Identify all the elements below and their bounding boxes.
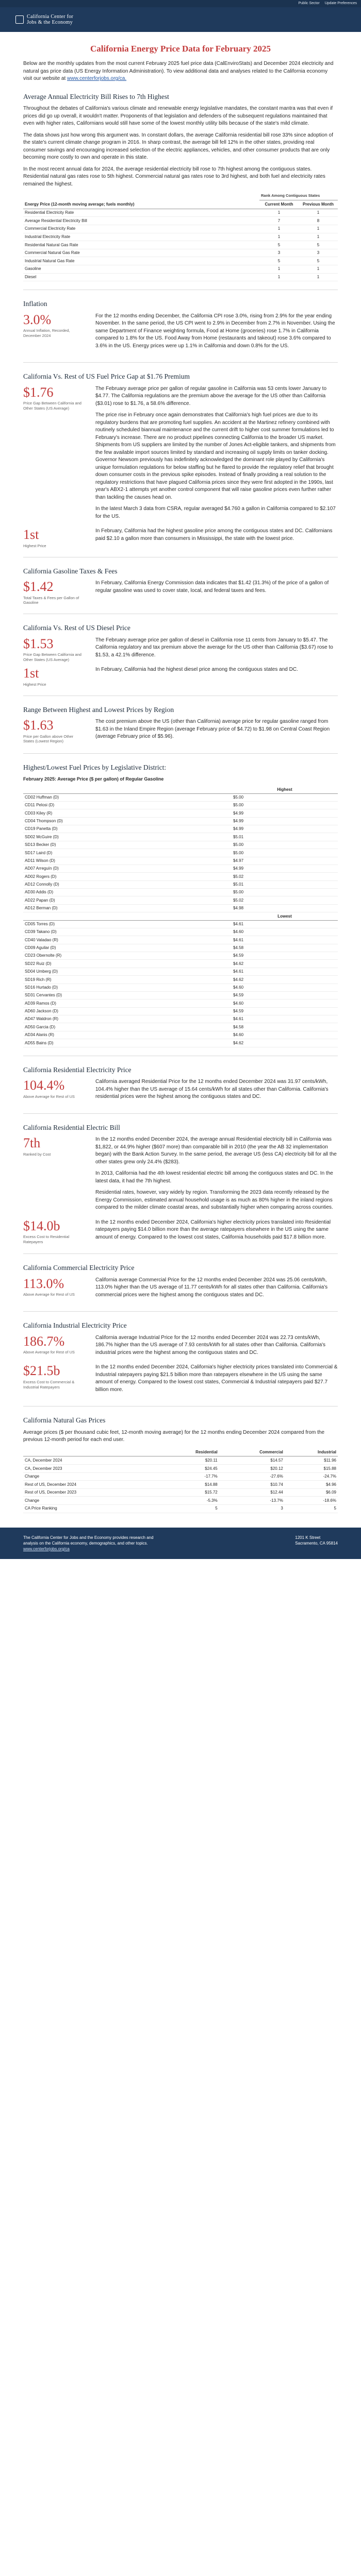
avg-elec-heading: Average Annual Electricity Bill Rises to 7th Highest bbox=[23, 92, 169, 100]
table-row bbox=[23, 873, 338, 880]
res-elec-section bbox=[23, 1065, 338, 1105]
legislative-table bbox=[23, 786, 338, 1047]
gas-cell: 3 bbox=[219, 1504, 285, 1513]
diesel-section bbox=[23, 623, 338, 687]
inflation-heading: Inflation bbox=[23, 300, 47, 308]
nat-gas-table bbox=[23, 1448, 338, 1513]
district-price: $4.97 bbox=[232, 857, 338, 865]
district-price: $4.99 bbox=[232, 865, 338, 872]
table-row bbox=[23, 1465, 338, 1473]
nat-gas-section bbox=[23, 1416, 338, 1513]
rank-previous: 5 bbox=[299, 257, 338, 265]
gas-cell: $14.57 bbox=[219, 1456, 285, 1465]
gas-taxes-value: $1.42 bbox=[23, 579, 54, 595]
legislative-table-title: February 2025: Average Price ($ per gallon) of Regular Gasoline bbox=[23, 776, 164, 782]
gas-cell: $4.96 bbox=[285, 1481, 338, 1489]
rank-current: 1 bbox=[259, 225, 299, 233]
table-row bbox=[23, 1031, 338, 1039]
district-name: CD02 Huffman (D) bbox=[23, 793, 232, 801]
district-price: $4.61 bbox=[232, 936, 338, 944]
table-row bbox=[23, 896, 338, 904]
diesel-text: The February average price per gallon of diesel in California rose 11 cents from January to $5.47. The California regulatory and tax premium above the average for the US other than California ($3.67) rose to $1.53, a 42.1% difference. bbox=[95, 637, 333, 658]
district-name: CD19 Panetta (D) bbox=[23, 825, 232, 833]
res-elec-value: 104.4% bbox=[23, 1078, 65, 1093]
com-elec-value: 113.0% bbox=[23, 1276, 64, 1291]
diesel-rank-value: 1st bbox=[23, 666, 39, 681]
diesel-rank-text: In February, California had the highest diesel price among the contiguous states and DC. bbox=[95, 667, 298, 673]
gas-cell: $20.12 bbox=[219, 1465, 285, 1473]
gas-gap-caption: Price Gap Between California and Other States (US Average) bbox=[23, 401, 81, 411]
footer-link[interactable]: www.centerforjobs.org/ca bbox=[23, 1546, 70, 1551]
diesel-rank-caption: Highest Price bbox=[23, 682, 46, 687]
logo-text: California Center for Jobs & the Economy bbox=[27, 14, 74, 25]
district-name: CD09 Aguilar (D) bbox=[23, 944, 232, 952]
table-row bbox=[23, 273, 338, 281]
res-bill-p1: In the 12 months ended December 2024, the average annual Residential electricity bill in California was $1,822, or 44.9% higher ($607 more) than comparable bill in 2010 (the year the AB 32 implementation began) with the Bank Action Survey. In the same period, the average US (less CA) electricity bill for all the other states grew only 24.4% ($283). bbox=[95, 1137, 337, 1165]
table-row bbox=[23, 889, 338, 896]
gas-rank-caption: Highest Price bbox=[23, 543, 46, 548]
rank-label: Commercial Natural Gas Rate bbox=[23, 249, 259, 257]
district-price: $5.00 bbox=[232, 841, 338, 849]
table-row bbox=[23, 999, 338, 1007]
range-text: The cost premium above the US (other than California) average price for regular gasoline ranged from $1.63 in the Inland Empire Region (average February price of $4.72) to $1.98 on Central Coast Region (average February price of $5.96). bbox=[95, 719, 330, 740]
table-row bbox=[23, 928, 338, 936]
district-name: CD05 Torres (D) bbox=[23, 920, 232, 928]
district-price: $4.62 bbox=[232, 976, 338, 984]
district-name: AD11 Wilson (D) bbox=[23, 857, 232, 865]
main-content bbox=[0, 43, 361, 1513]
district-name: CD04 Thompson (D) bbox=[23, 817, 232, 825]
avg-elec-section bbox=[23, 92, 338, 281]
gas-gap-value: $1.76 bbox=[23, 384, 54, 400]
rank-label: Diesel bbox=[23, 273, 259, 281]
gas-cell: $12.44 bbox=[219, 1488, 285, 1497]
ci-excess-text: In the 12 months ended December 2024, California's higher electricity prices translated into Commercial & Industrial ratepayers paying $21.5 billion more than ratepayers elsewhere in the US using the same amount of energy. Compared to the lowest cost states, Commercial & Industrial ratepayers paid $27.7 billion more. bbox=[95, 1364, 338, 1393]
district-price: $4.60 bbox=[232, 999, 338, 1007]
district-name: AD47 Waldron (R) bbox=[23, 1015, 232, 1023]
district-name: AD12 Connolly (D) bbox=[23, 880, 232, 888]
res-bill-p2: In 2013, California had the 4th lowest residential electric bill among the contiguous states and DC. In the latest data, it had the 7th highest. bbox=[95, 1171, 333, 1184]
com-elec-text: California average Commercial Price for the 12 months ended December 2024 was 25.06 cents/kWh, 113.0% higher than the US average of 11.77 cents/kWh for all states other than California. California's commercial prices were the highest among the contiguous states and DC. bbox=[95, 1277, 328, 1298]
table-row bbox=[23, 1015, 338, 1023]
gas-gap-p2: The price rise in February once again demonstrates that California's high fuel prices are due to its regulatory burdens that are promoting fuel supplies. An accident at the Martinez refinery combined with routinely scheduled biannual maintenance and the current drift to higher cost summer formulations led to February's increase. There are no product pipelines connecting California to the broader US market. Shipments from US suppliers are limited by the number of Jones Act-eligible tankers, and shipments from the few available import sources limited by standard and increasing oil supply limits on tanker docking. Governor Newsom previously has indefinitely acknowledged the dominant role played by California's unique formulation regulations for below staffing but he flared to provide the regulatory relief that brought down consumer costs in the previous spike episodes. Instead of finally providing a real solution to the regulatory restrictions that have plagued California prices since they were first adopted in the 1990s, last year's ABX2-1 attempts yet another control component that will raise gasoline prices even further rather than tackling the causes head on. bbox=[95, 412, 336, 500]
gas-taxes-caption: Total Taxes & Fees per Gallon of Gasoline bbox=[23, 595, 79, 605]
diesel-stat bbox=[23, 637, 84, 664]
diesel-caption: Price Gap Between California and Other States (US Average) bbox=[23, 652, 81, 663]
range-stat bbox=[23, 718, 84, 745]
district-price: $4.60 bbox=[232, 984, 338, 991]
district-price: $4.58 bbox=[232, 1023, 338, 1031]
district-name: CD11 Pelosi (D) bbox=[23, 801, 232, 809]
table-row bbox=[23, 1039, 338, 1047]
table-row bbox=[23, 841, 338, 849]
nat-gas-heading: California Natural Gas Prices bbox=[23, 1416, 106, 1425]
res-bill-section bbox=[23, 1123, 338, 1246]
res-elec-heading: California Residential Electricity Price bbox=[23, 1065, 132, 1074]
district-price: $4.99 bbox=[232, 809, 338, 817]
res-excess-value: $14.0b bbox=[23, 1218, 60, 1233]
nat-gas-intro: Average prices ($ per thousand cubic feet, 12-month moving average) for the 12 months ending December 2024 compared from the previous 12-month period for each end user. bbox=[23, 1429, 325, 1443]
rank-previous: 5 bbox=[299, 241, 338, 249]
gas-cell: 5 bbox=[285, 1504, 338, 1513]
gas-row-label: Change bbox=[23, 1497, 157, 1505]
com-elec-section bbox=[23, 1263, 338, 1303]
district-name: SD04 Umberg (D) bbox=[23, 968, 232, 975]
rank-current: 3 bbox=[259, 249, 299, 257]
district-price: $4.59 bbox=[232, 952, 338, 960]
divider bbox=[23, 1253, 338, 1254]
district-price: $5.01 bbox=[232, 833, 338, 841]
rank-col-previous: Previous Month bbox=[299, 200, 338, 209]
gas-cell: $20.11 bbox=[157, 1456, 219, 1465]
res-elec-caption: Above Average for Rest of US bbox=[23, 1094, 75, 1099]
district-price: $5.00 bbox=[232, 801, 338, 809]
footer-address: 1201 K Street Sacramento, CA 95814 bbox=[295, 1535, 338, 1546]
table-row bbox=[23, 920, 338, 928]
district-price: $5.00 bbox=[232, 889, 338, 896]
gas-gap-heading: California Vs. Rest of US Fuel Price Gap at $1.76 Premium bbox=[23, 372, 190, 381]
table-row bbox=[23, 936, 338, 944]
gas-cell: $15.72 bbox=[157, 1488, 219, 1497]
district-price: $5.00 bbox=[232, 849, 338, 857]
rank-current: 5 bbox=[259, 257, 299, 265]
rank-current: 7 bbox=[259, 217, 299, 225]
table-row bbox=[23, 249, 338, 257]
gas-cell: $10.74 bbox=[219, 1481, 285, 1489]
rank-table bbox=[23, 192, 338, 281]
res-bill-p3: Residential rates, however, vary widely by region. Transforming the 2023 data recently released by the Energy Commission, estimated annual household usage is as much as 80% higher in the inland regions compared to the milder climate coastal areas, and substantially higher when comparing across counties. bbox=[95, 1190, 333, 1211]
rank-previous: 1 bbox=[299, 265, 338, 273]
topbar-link-update-preferences[interactable]: Update Preferences bbox=[324, 1, 357, 5]
table-row bbox=[23, 857, 338, 865]
table-row bbox=[23, 801, 338, 809]
logo-mark-icon bbox=[15, 15, 24, 24]
gas-cell: -17.7% bbox=[157, 1472, 219, 1481]
divider bbox=[23, 753, 338, 754]
table-row bbox=[23, 817, 338, 825]
divider bbox=[23, 1113, 338, 1114]
com-elec-caption: Above Average for Rest of US bbox=[23, 1292, 75, 1297]
ind-elec-section bbox=[23, 1321, 338, 1398]
table-row bbox=[23, 793, 338, 801]
ind-elec-value: 186.7% bbox=[23, 1333, 65, 1349]
table-row bbox=[23, 809, 338, 817]
table-row bbox=[23, 984, 338, 991]
avg-elec-p1: Throughout the debates of California's various climate and renewable energy legislative mandates, the constant mantra was that even if prices did go up overall, it wouldn't matter. Proponents of that legislation and defenders of the subsequent regulations maintained that even with higher rates, Californians would still have some of the lowest monthly utility bills because of the state's mild climate. bbox=[23, 106, 333, 127]
table-row bbox=[23, 1497, 338, 1505]
rank-previous: 1 bbox=[299, 233, 338, 241]
district-name: AD34 Alanis (R) bbox=[23, 1031, 232, 1039]
inflation-text: For the 12 months ending December, the California CPI rose 3.0%, rising from 2.9% for the year ending November. In the same period, the US CPI went to 2.9% in December from 2.7% in November. Using the same Department of Finance weighting formula, Food at Home (groceries) rose 1.7% in California compared to 1.8% for the US. Food Away from Home (restaurants and takeout) rose 3.6% compared to 3.6% in the US. Energy prices were up 1.1% in California and down 0.8% for the US. bbox=[95, 313, 335, 349]
gas-gap-p1: The February average price per gallon of regular gasoline in California was 53 cents lower January to $4.77. The California regulations are the premium above the average for the US other than California ($3.01) rose to $1.76, a 58.6% difference. bbox=[95, 385, 327, 406]
res-bill-caption: Ranked by Cost bbox=[23, 1151, 51, 1157]
gas-col-commercial: Commercial bbox=[219, 1448, 285, 1456]
table-row bbox=[23, 865, 338, 872]
table-row bbox=[23, 225, 338, 233]
gas-cell: $14.88 bbox=[157, 1481, 219, 1489]
rank-col-group: Rank Among Contiguous States bbox=[259, 192, 338, 200]
avg-elec-p3: In the most recent annual data for 2024, the average residential electricity bill rose to 7th highest among the contiguous states. Residential natural gas rates rose to 5th highest. Commercial natural gas rates rose to 3rd highest, and both fuel and electricity rates remained the highest. bbox=[23, 166, 325, 187]
gas-rank-value: 1st bbox=[23, 527, 39, 543]
divider bbox=[23, 1311, 338, 1312]
district-name: CD40 Valadao (R) bbox=[23, 936, 232, 944]
top-utility-bar bbox=[0, 0, 361, 7]
district-name: AD30 Addis (D) bbox=[23, 889, 232, 896]
district-name: AD07 Arreguín (D) bbox=[23, 865, 232, 872]
district-name: SD19 Rich (R) bbox=[23, 976, 232, 984]
district-price: $5.00 bbox=[232, 793, 338, 801]
table-row bbox=[23, 991, 338, 999]
table-row bbox=[23, 976, 338, 984]
res-bill-stat bbox=[23, 1136, 84, 1216]
district-name: AD22 Papan (D) bbox=[23, 896, 232, 904]
table-row bbox=[23, 265, 338, 273]
range-heading: Range Between Highest and Lowest Prices by Region bbox=[23, 705, 174, 714]
gas-cell: $15.88 bbox=[285, 1465, 338, 1473]
district-name: SD17 Laird (D) bbox=[23, 849, 232, 857]
district-name: AD55 Bains (D) bbox=[23, 1039, 232, 1047]
ind-elec-caption: Above Average for Rest of US bbox=[23, 1350, 75, 1355]
table-row bbox=[23, 968, 338, 975]
legislative-section bbox=[23, 763, 338, 1047]
rank-current: 1 bbox=[259, 209, 299, 217]
gas-taxes-section bbox=[23, 567, 338, 606]
district-price: $4.58 bbox=[232, 944, 338, 952]
diesel-heading: California Vs. Rest of US Diesel Price bbox=[23, 624, 130, 632]
district-price: $4.61 bbox=[232, 920, 338, 928]
district-price: $5.01 bbox=[232, 880, 338, 888]
ci-excess-caption: Excess Cost to Commercial & Industrial Ratepayers bbox=[23, 1379, 75, 1389]
district-name: AD50 Garcia (D) bbox=[23, 1023, 232, 1031]
gas-gap-stat bbox=[23, 385, 84, 525]
district-price: $4.62 bbox=[232, 960, 338, 968]
rank-label: Commercial Electricity Rate bbox=[23, 225, 259, 233]
table-row bbox=[23, 1504, 338, 1513]
res-excess-text: In the 12 months ended December 2024, California's higher electricity prices translated into Residential ratepayers paying $14.0 billion more than the average ratepayers elsewhere in the US using the same amount of energy. Compared to the lowest cost states, California households paid $17.8 billion more. bbox=[95, 1219, 331, 1240]
gas-taxes-heading: California Gasoline Taxes & Fees bbox=[23, 567, 118, 575]
district-name: SD22 Ruiz (D) bbox=[23, 960, 232, 968]
table-row bbox=[23, 233, 338, 241]
table-row bbox=[23, 944, 338, 952]
inflation-stat bbox=[23, 313, 84, 354]
rank-current: 1 bbox=[259, 233, 299, 241]
gas-col-residential: Residential bbox=[157, 1448, 219, 1456]
avg-elec-p2: The data shows just how wrong this argument was. In constant dollars, the average California residential bill rose 33% since adoption of the state's current climate change program in 2016. In sharp contrast, the average bill fell 12% in the other states, providing real consumer savings and encouraging increased selection of the electric appliances, vehicles, and other consumer products that are only becoming more costly to own and operate in this state. bbox=[23, 132, 333, 161]
district-name: SD16 Hurtado (D) bbox=[23, 984, 232, 991]
gas-col-label bbox=[23, 1448, 157, 1456]
district-name: CD39 Takano (D) bbox=[23, 928, 232, 936]
rank-current: 5 bbox=[259, 241, 299, 249]
gas-row-label: Change bbox=[23, 1472, 157, 1481]
rank-current: 1 bbox=[259, 273, 299, 281]
footer-description: The California Center for Jobs and the Economy provides research and analysis on the California economy, demographics, and other topics. bbox=[23, 1535, 154, 1546]
gas-cell: 5 bbox=[157, 1504, 219, 1513]
res-bill-heading: California Residential Electric Bill bbox=[23, 1123, 120, 1131]
rank-previous: 1 bbox=[299, 209, 338, 217]
com-elec-heading: California Commercial Electricity Price bbox=[23, 1264, 135, 1272]
res-elec-stat bbox=[23, 1078, 84, 1105]
gas-rank-stat bbox=[23, 528, 84, 548]
ind-elec-stat bbox=[23, 1334, 84, 1361]
rank-previous: 3 bbox=[299, 249, 338, 257]
rank-label: Gasoline bbox=[23, 265, 259, 273]
rank-current: 1 bbox=[259, 265, 299, 273]
district-price: $4.59 bbox=[232, 991, 338, 999]
district-price: $5.02 bbox=[232, 873, 338, 880]
table-group-header: Highest bbox=[23, 786, 338, 793]
gas-gap-p3: In the latest March 3 data from CSRA, regular averaged $4.760 a gallon in California compared to $2.107 for the US. bbox=[95, 506, 336, 519]
gas-cell: -18.6% bbox=[285, 1497, 338, 1505]
district-price: $4.99 bbox=[232, 817, 338, 825]
gas-cell: -27.6% bbox=[219, 1472, 285, 1481]
gas-cell: $6.09 bbox=[285, 1488, 338, 1497]
page-title: California Energy Price Data for February 2025 bbox=[90, 44, 271, 54]
rank-label: Residential Electricity Rate bbox=[23, 209, 259, 217]
table-row bbox=[23, 825, 338, 833]
table-row bbox=[23, 1007, 338, 1015]
district-name: AD39 Ramos (D) bbox=[23, 999, 232, 1007]
legislative-heading: Highest/Lowest Fuel Prices by Legislative District: bbox=[23, 763, 167, 771]
table-row bbox=[23, 849, 338, 857]
gas-row-label: Rest of US, December 2024 bbox=[23, 1481, 157, 1489]
district-price: $4.59 bbox=[232, 1007, 338, 1015]
com-elec-stat bbox=[23, 1277, 84, 1303]
gas-rank-text: In February, California had the highest gasoline price among the contiguous states and DC. Californians paid $2.10 a gallon more than consumers in Mississippi, the state with the lowest price. bbox=[95, 528, 333, 541]
district-name: SD31 Cervantes (D) bbox=[23, 991, 232, 999]
diesel-value: $1.53 bbox=[23, 636, 54, 651]
table-row bbox=[23, 1481, 338, 1489]
ci-excess-stat bbox=[23, 1364, 84, 1398]
district-price: $4.61 bbox=[232, 1015, 338, 1023]
rank-label: Industrial Natural Gas Rate bbox=[23, 257, 259, 265]
topbar-link-public-sector[interactable]: Public Sector bbox=[298, 1, 320, 5]
rank-col-current: Current Month bbox=[259, 200, 299, 209]
table-row bbox=[23, 833, 338, 841]
district-name: CD03 Kiley (R) bbox=[23, 809, 232, 817]
rank-label: Average Residential Electricity Bill bbox=[23, 217, 259, 225]
district-price: $4.98 bbox=[232, 904, 338, 912]
table-row bbox=[23, 952, 338, 960]
gas-row-label: CA, December 2024 bbox=[23, 1456, 157, 1465]
rank-previous: 1 bbox=[299, 273, 338, 281]
res-bill-value: 7th bbox=[23, 1136, 41, 1151]
gas-cell: -5.3% bbox=[157, 1497, 219, 1505]
range-section bbox=[23, 705, 338, 745]
ci-excess-value: $21.5b bbox=[23, 1363, 60, 1379]
rank-label: Industrial Electricity Rate bbox=[23, 233, 259, 241]
intro-paragraph: Below are the monthly updates from the most current February 2025 fuel price data (CalEnviroStats) and December 2024 electricity and natural gas price data (US Energy Information Administration). To view additional data and analyses related to the California economy visit our website at www.centerforjobs.org/ca. bbox=[23, 61, 334, 82]
res-elec-text: California averaged Residential Price for the 12 months ended December 2024 was 31.97 cents/kWh, 104.4% higher than the US average of 15.64 cents/kWh for all states other than California. California's residential prices were the highest among the contiguous states and DC. bbox=[95, 1079, 329, 1100]
table-row bbox=[23, 257, 338, 265]
inflation-caption: Annual Inflation, Recorded, December 2024 bbox=[23, 328, 70, 338]
gas-cell: -13.7% bbox=[219, 1497, 285, 1505]
district-name: AD12 Berman (D) bbox=[23, 904, 232, 912]
table-row bbox=[23, 1023, 338, 1031]
gas-cell: -24.7% bbox=[285, 1472, 338, 1481]
rank-previous: 8 bbox=[299, 217, 338, 225]
inflation-value: 3.0% bbox=[23, 312, 52, 327]
district-price: $5.02 bbox=[232, 896, 338, 904]
rank-previous: 1 bbox=[299, 225, 338, 233]
res-excess-caption: Excess Cost to Residential Ratepayers bbox=[23, 1234, 70, 1245]
table-row bbox=[23, 904, 338, 912]
site-header bbox=[0, 7, 361, 32]
res-excess-stat bbox=[23, 1219, 84, 1246]
district-name: AD02 Rogers (D) bbox=[23, 873, 232, 880]
district-price: $4.60 bbox=[232, 928, 338, 936]
divider bbox=[23, 362, 338, 363]
gas-row-label: CA Price Ranking bbox=[23, 1504, 157, 1513]
table-group-header: Lowest bbox=[23, 912, 338, 920]
gas-gap-section bbox=[23, 372, 338, 548]
table-row bbox=[23, 209, 338, 217]
district-price: $4.62 bbox=[232, 1039, 338, 1047]
gas-col-industrial: Industrial bbox=[285, 1448, 338, 1456]
site-footer bbox=[0, 1528, 361, 1560]
district-name: CD23 Obernolte (R) bbox=[23, 952, 232, 960]
table-row bbox=[23, 960, 338, 968]
ind-elec-heading: California Industrial Electricity Price bbox=[23, 1321, 127, 1330]
gas-row-label: Rest of US, December 2023 bbox=[23, 1488, 157, 1497]
table-row bbox=[23, 880, 338, 888]
logo[interactable] bbox=[15, 14, 73, 25]
gas-cell: $11.96 bbox=[285, 1456, 338, 1465]
district-price: $4.61 bbox=[232, 968, 338, 975]
rank-col-price: Energy Price (12-month moving average; fuels monthly) bbox=[23, 192, 259, 209]
table-row bbox=[23, 1488, 338, 1497]
district-price: $4.99 bbox=[232, 825, 338, 833]
diesel-rank-stat bbox=[23, 666, 84, 687]
range-caption: Price per Gallon above Other States (Lowest Region) bbox=[23, 734, 74, 744]
gas-taxes-text: In February, California Energy Commission data indicates that $1.42 (31.3%) of the price of a gallon of regular gasoline was used to cover state, local, and federal taxes and fees. bbox=[95, 580, 329, 594]
gas-cell: $24.45 bbox=[157, 1465, 219, 1473]
district-name: SD02 McGuire (D) bbox=[23, 833, 232, 841]
range-value: $1.63 bbox=[23, 718, 54, 733]
gas-taxes-stat bbox=[23, 580, 84, 605]
district-name: AD60 Jackson (D) bbox=[23, 1007, 232, 1015]
gas-row-label: CA, December 2023 bbox=[23, 1465, 157, 1473]
table-row bbox=[23, 217, 338, 225]
rank-label: Residential Natural Gas Rate bbox=[23, 241, 259, 249]
district-name: SD13 Becker (D) bbox=[23, 841, 232, 849]
district-price: $4.60 bbox=[232, 1031, 338, 1039]
ind-elec-text: California average Industrial Price for the 12 months ended December 2024 was 22.73 cents/kWh, 186.7% higher than the US average of 7.93 cents/kWh for all states other than California. California's industrial prices were the highest among the contiguous states and DC. bbox=[95, 1334, 326, 1355]
table-row bbox=[23, 241, 338, 249]
table-row bbox=[23, 1472, 338, 1481]
inflation-section bbox=[23, 299, 338, 354]
table-row bbox=[23, 1456, 338, 1465]
intro-link[interactable]: www.centerforjobs.org/ca. bbox=[67, 76, 127, 82]
